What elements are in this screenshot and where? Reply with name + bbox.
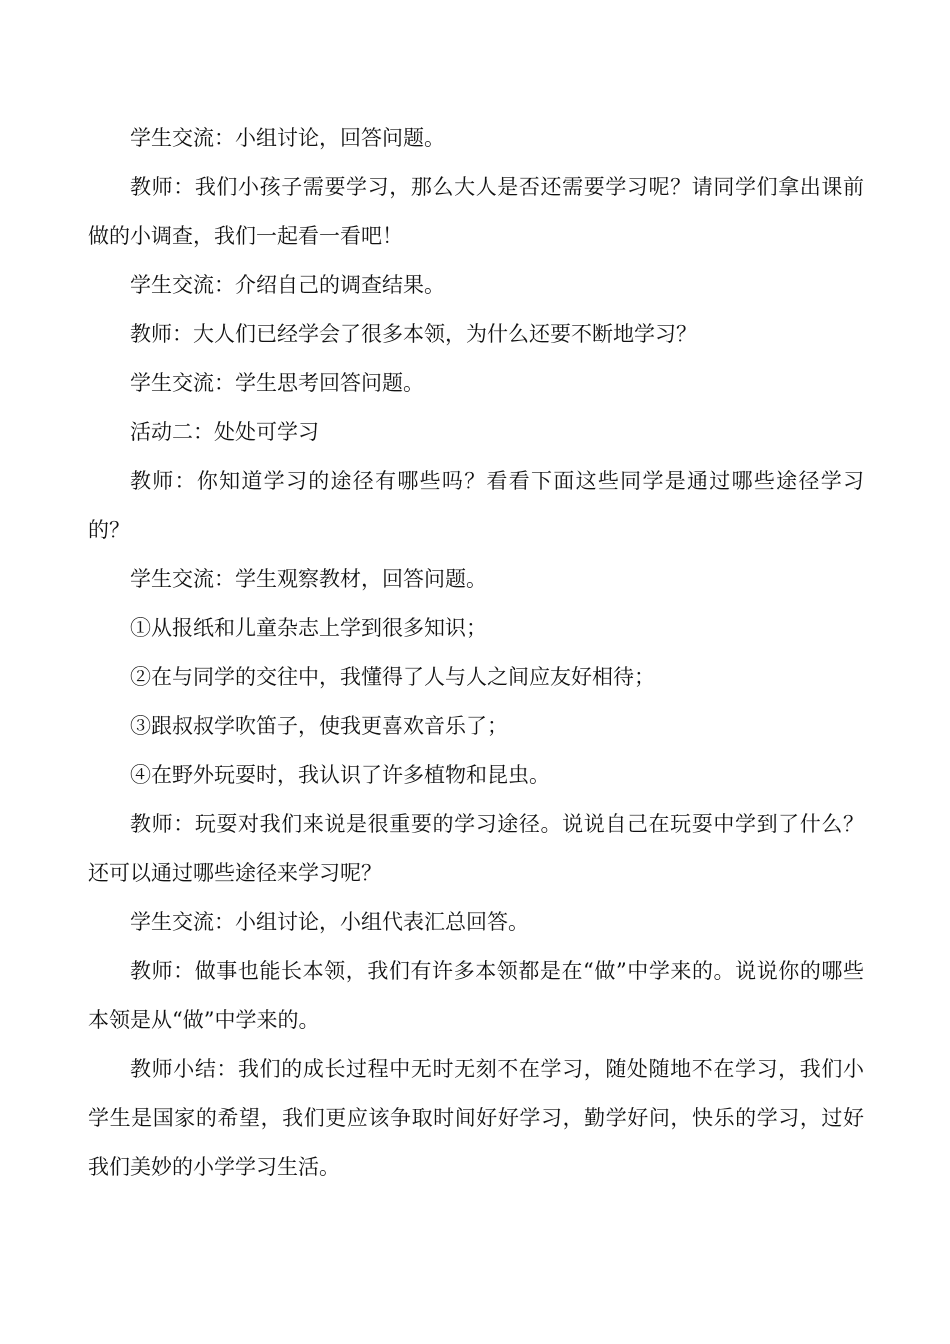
- paragraph: 教师：你知道学习的途径有哪些吗？看看下面这些同学是通过哪些途径学习的？: [88, 469, 864, 542]
- list-item: ③跟叔叔学吹笛子，使我更喜欢音乐了；: [130, 714, 508, 738]
- paragraph: 教师：我们小孩子需要学习，那么大人是否还需要学习呢？请同学们拿出课前做的小调查，我们一起看一看吧！: [88, 175, 864, 248]
- paragraph: 教师：玩耍对我们来说是很重要的学习途径。说说自己在玩耍中学到了什么？还可以通过哪些途径来学习呢？: [88, 812, 864, 885]
- paragraph: 学生交流：学生思考回答问题。: [130, 371, 424, 395]
- paragraph: 学生交流：学生观察教材，回答问题。: [130, 567, 487, 591]
- paragraph: 学生交流：小组讨论，回答问题。: [130, 126, 445, 150]
- paragraph: 教师小结：我们的成长过程中无时无刻不在学习，随处随地不在学习，我们小学生是国家的希望，我们更应该争取时间好好学习，勤学好问，快乐的学习，过好我们美妙的小学学习生活。: [88, 1057, 864, 1179]
- list-item: ②在与同学的交往中，我懂得了人与人之间应友好相待；: [130, 665, 655, 689]
- list-item: ④在野外玩耍时，我认识了许多植物和昆虫。: [130, 763, 550, 787]
- section-heading: 活动二：处处可学习: [130, 420, 319, 444]
- paragraph: 学生交流：介绍自己的调查结果。: [130, 273, 445, 297]
- paragraph: 教师：做事也能长本领，我们有许多本领都是在“做”中学来的。说说你的哪些本领是从“做”中学来的。: [88, 959, 864, 1032]
- list-item: ①从报纸和儿童杂志上学到很多知识；: [130, 616, 487, 640]
- document-body: [88, 114, 864, 1192]
- paragraph: 教师：大人们已经学会了很多本领，为什么还要不断地学习？: [130, 322, 697, 346]
- paragraph: 学生交流：小组讨论，小组代表汇总回答。: [130, 910, 529, 934]
